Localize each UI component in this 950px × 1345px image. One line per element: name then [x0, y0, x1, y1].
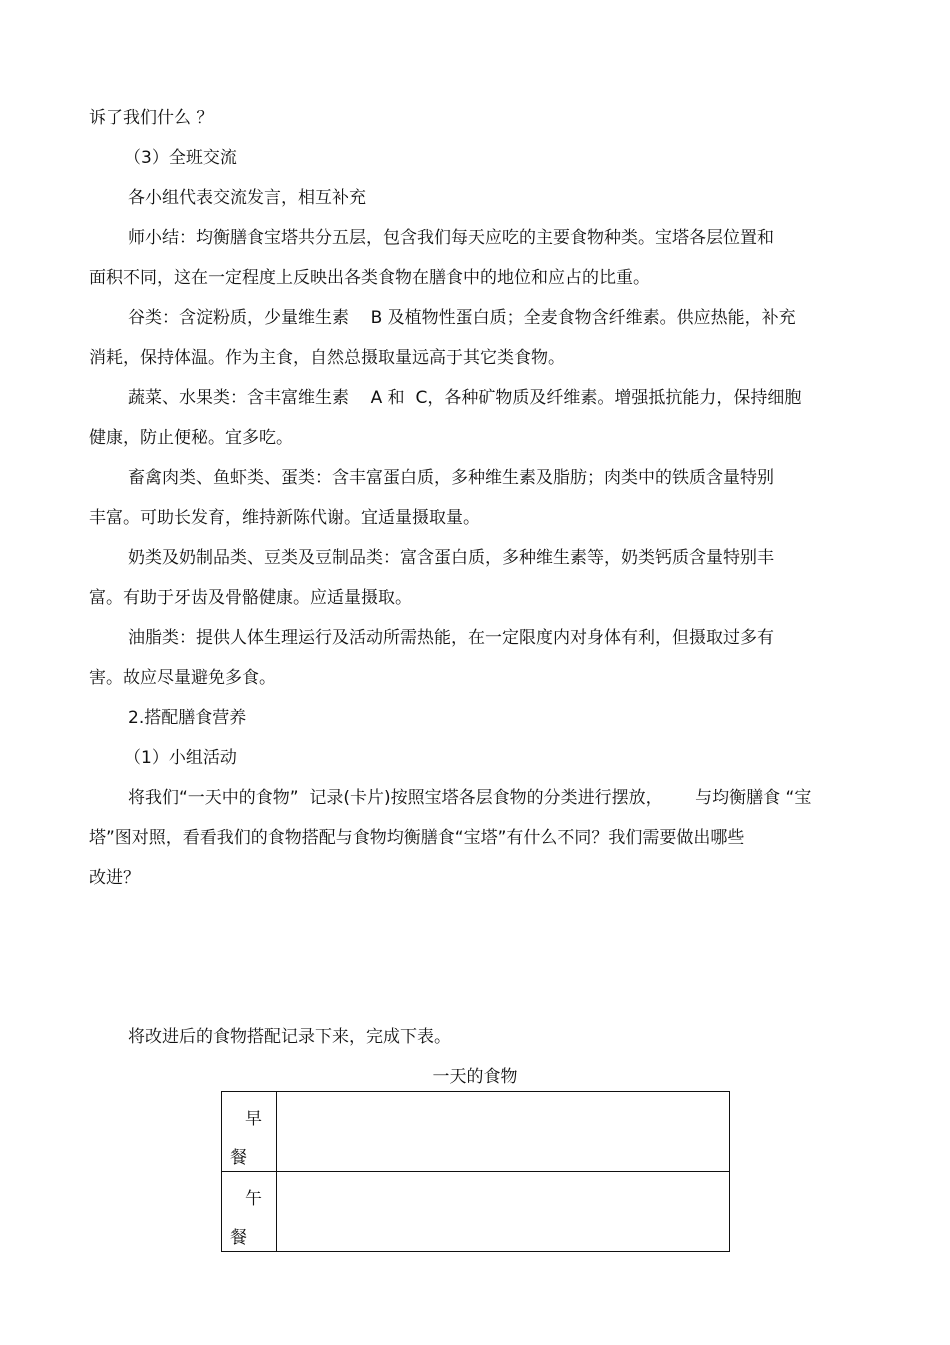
paragraph-line: 改进？ — [89, 868, 140, 888]
breakfast-label-cell — [222, 1092, 277, 1172]
daily-food-table — [221, 1091, 730, 1252]
section-heading: （3）全班交流 — [124, 148, 237, 168]
paragraph-line: 丰富。可助长发育，维持新陈代谢。宜适量摄取量。 — [89, 508, 480, 528]
paragraph-line: 塔”图对照，看看我们的食物搭配与食物均衡膳食“宝塔”有什么不同？我们需要做出哪些 — [89, 828, 745, 848]
paragraph-line: 面积不同，这在一定程度上反映出各类食物在膳食中的地位和应占的比重。 — [89, 268, 650, 288]
table-row — [222, 1172, 730, 1252]
paragraph-line: 油脂类：提供人体生理运行及活动所需热能，在一定限度内对身体有利，但摄取过多有 — [128, 628, 774, 648]
paragraph-line: 富。有助于牙齿及骨骼健康。应适量摄取。 — [89, 588, 412, 608]
row-label-char: 餐 — [230, 1148, 247, 1168]
paragraph-line: 将我们“一天中的食物” 记录(卡片)按照宝塔各层食物的分类进行摆放， 与均衡膳食 “宝 — [128, 788, 812, 808]
paragraph-line: 各小组代表交流发言，相互补充 — [128, 188, 366, 208]
row-label-char: 午 — [245, 1189, 262, 1209]
paragraph-line: 畜禽肉类、鱼虾类、蛋类：含丰富蛋白质，多种维生素及脂肪；肉类中的铁质含量特别 — [128, 468, 774, 488]
paragraph-line: 健康，防止便秘。宜多吃。 — [89, 428, 293, 448]
section-heading: （1）小组活动 — [124, 748, 237, 768]
paragraph-line: 将改进后的食物搭配记录下来，完成下表。 — [128, 1027, 451, 1047]
paragraph-line: 谷类：含淀粉质，少量维生素 B 及植物性蛋白质；全麦食物含纤维素。供应热能，补充 — [128, 308, 796, 328]
table-row — [222, 1092, 730, 1172]
paragraph-line: 奶类及奶制品类、豆类及豆制品类：富含蛋白质，多种维生素等，奶类钙质含量特别丰 — [128, 548, 774, 568]
lunch-label-cell — [222, 1172, 277, 1252]
paragraph-line: 师小结：均衡膳食宝塔共分五层，包含我们每天应吃的主要食物种类。宝塔各层位置和 — [128, 228, 774, 248]
paragraph-line: 蔬菜、水果类：含丰富维生素 A 和 C，各种矿物质及纤维素。增强抵抗能力，保持细胞 — [128, 388, 802, 408]
paragraph-line: 消耗，保持体温。作为主食，自然总摄取量远高于其它类食物。 — [89, 348, 565, 368]
breakfast-entry-cell[interactable] — [277, 1092, 730, 1172]
table-title: 一天的食物 — [432, 1067, 518, 1087]
row-label-char: 早 — [245, 1109, 262, 1129]
lunch-entry-cell[interactable] — [277, 1172, 730, 1252]
paragraph-line: 害。故应尽量避免多食。 — [89, 668, 276, 688]
row-label-char: 餐 — [230, 1228, 247, 1248]
paragraph-line: 诉了我们什么 ？ — [89, 108, 214, 128]
section-heading: 2.搭配膳食营养 — [128, 708, 247, 728]
